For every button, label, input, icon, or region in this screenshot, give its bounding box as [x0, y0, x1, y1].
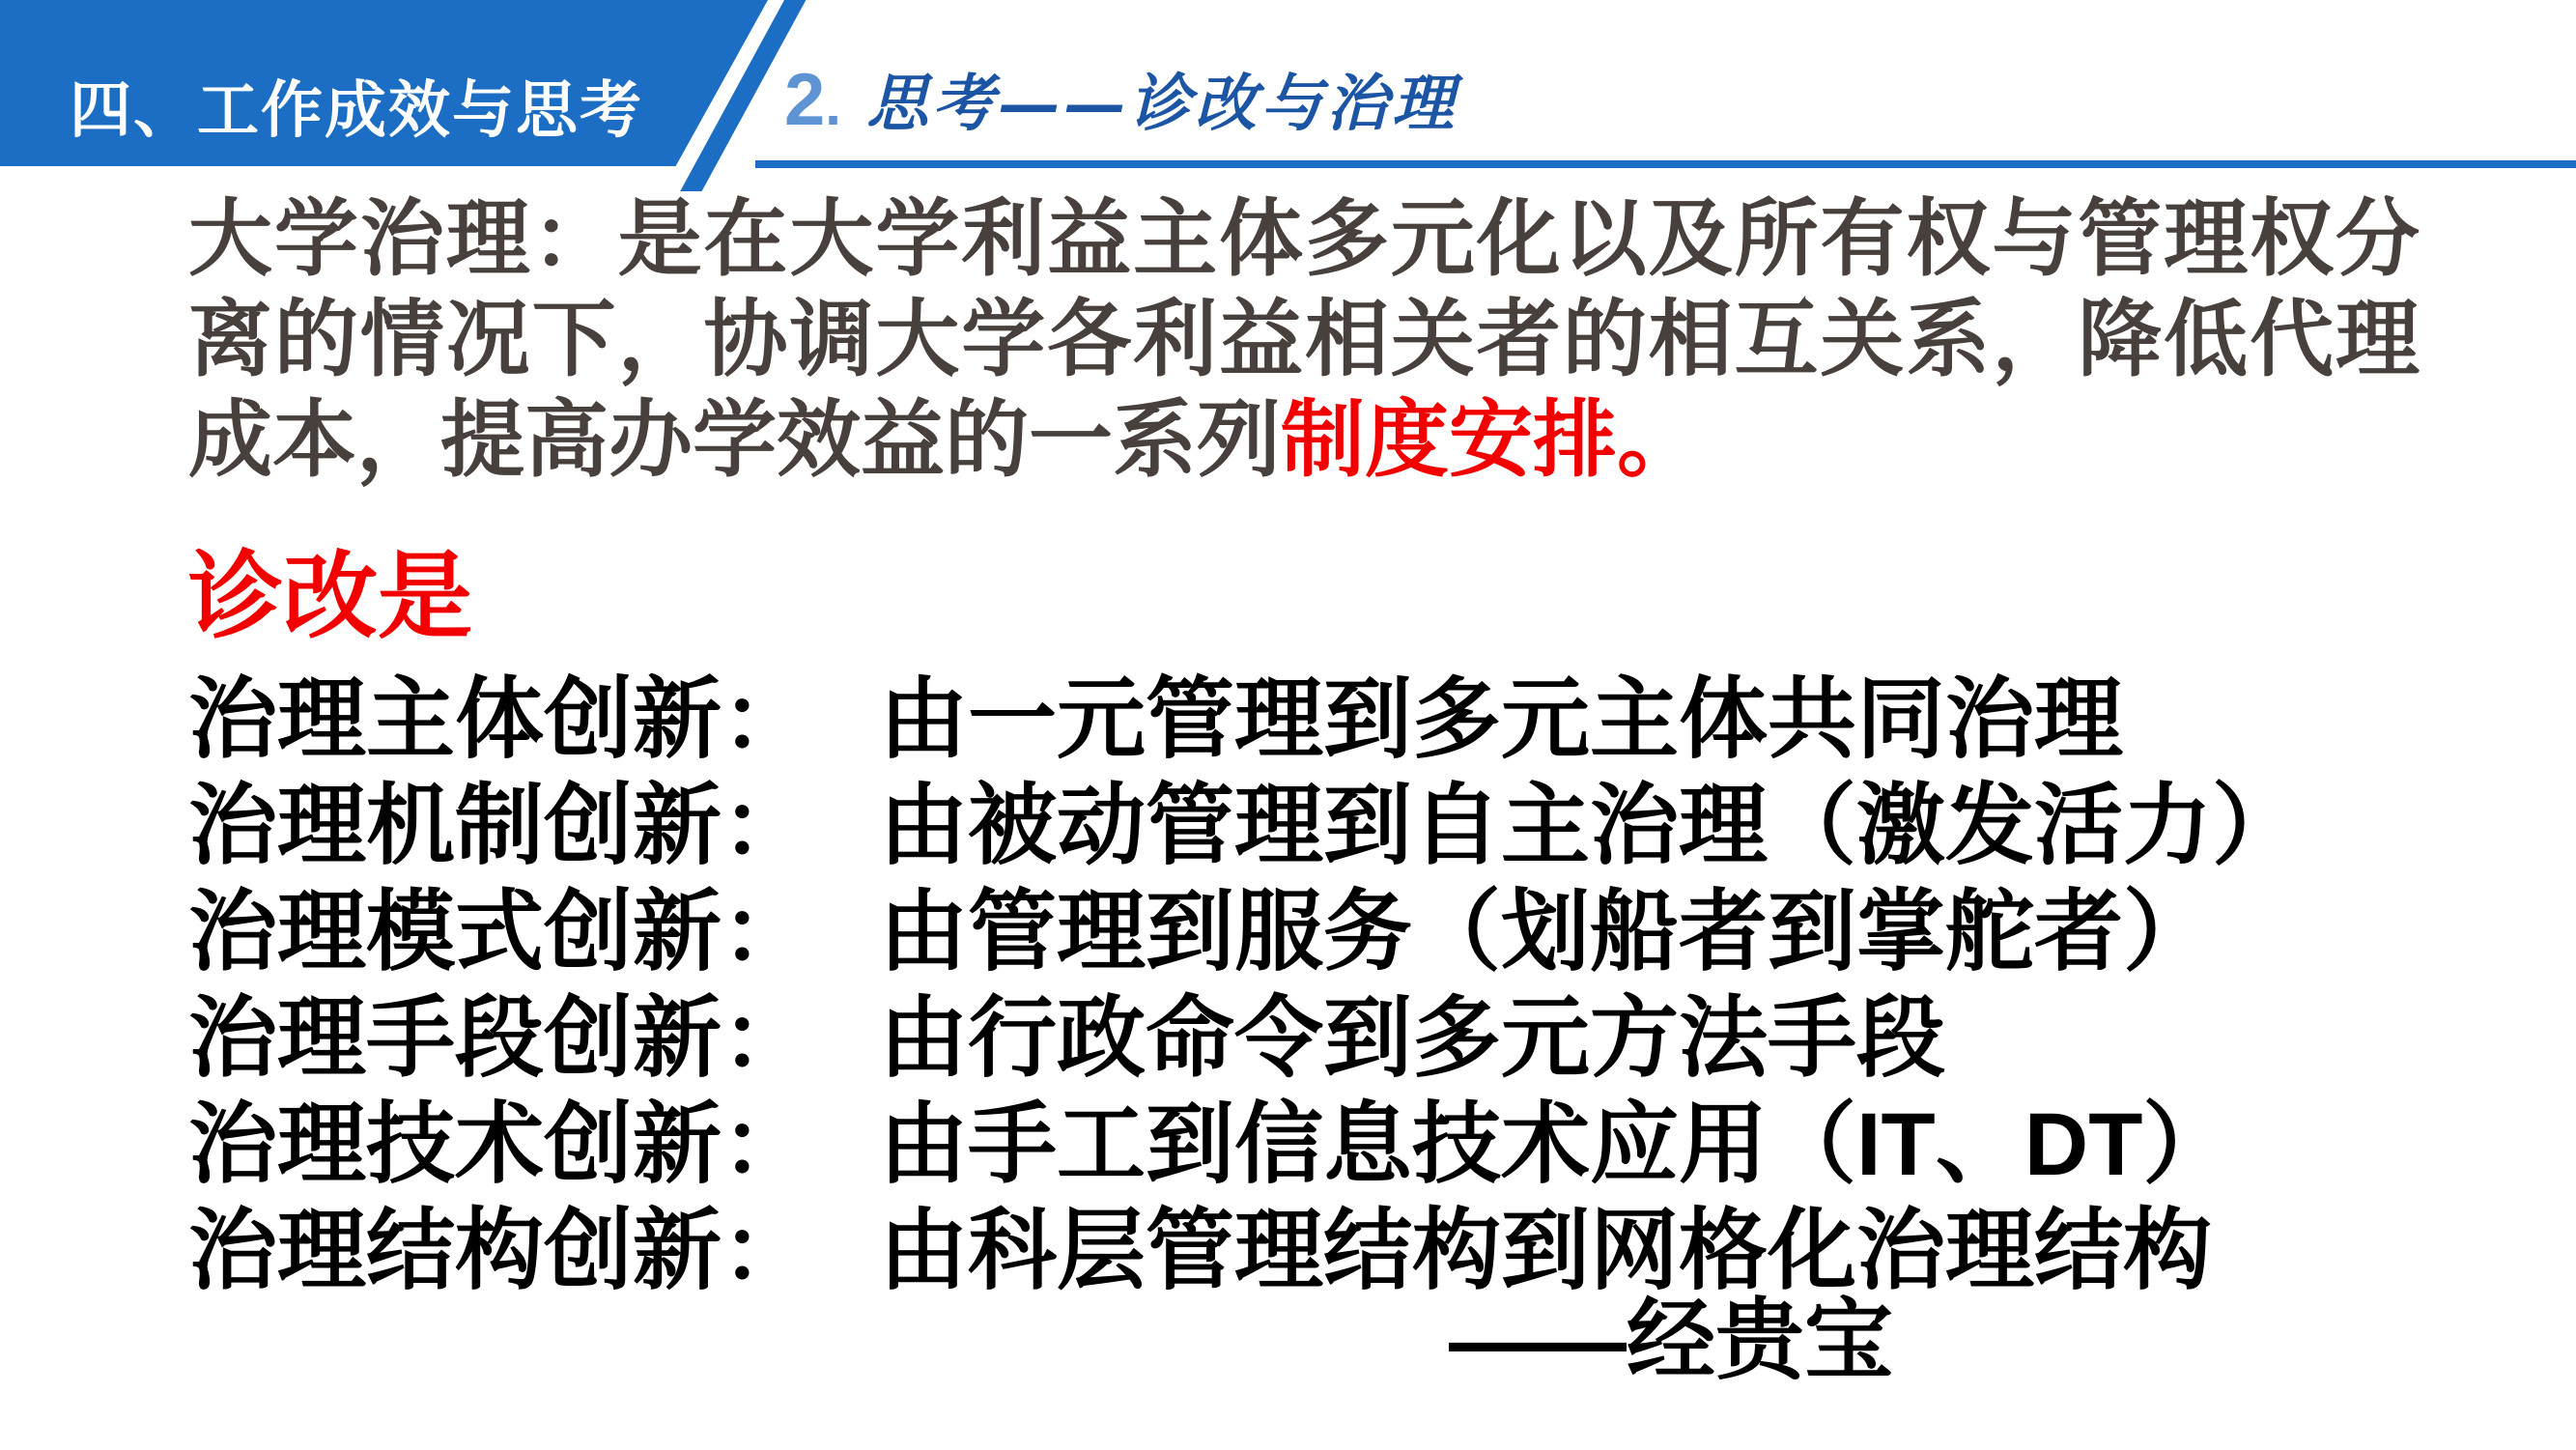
list-item — [188, 773, 2506, 879]
item-content: 由被动管理到自主治理（激发活力） — [879, 777, 2302, 875]
definition-text: 大学治理：是在大学利益主体多元化以及所有权与管理权分离的情况下，协调大学各利益相关者的相互关系，降低代理成本，提高办学效益的一系列 — [188, 192, 2420, 487]
list-item — [188, 1198, 2506, 1304]
item-label: 治理手段创新： — [188, 989, 811, 1088]
definition-highlight: 制度安排。 — [1281, 393, 1701, 487]
definition-paragraph — [188, 189, 2420, 491]
subtitle-text: 思考——诊改与治理 — [865, 68, 1458, 140]
diagnosis-heading: 诊改是 — [188, 543, 473, 649]
section-title: 四、工作成效与思考 — [70, 75, 643, 145]
subtitle-dot: . — [825, 72, 841, 137]
item-label: 治理主体创新： — [188, 670, 811, 769]
item-content: 由管理到服务（划船者到掌舵者） — [879, 883, 2213, 981]
list-item — [188, 1092, 2506, 1198]
subtitle-number: 2 — [784, 59, 826, 141]
item-content: 由行政命令到多元方法手段 — [879, 989, 1946, 1088]
item-label: 治理模式创新： — [188, 883, 811, 981]
header-rule — [755, 160, 2576, 168]
item-content: 由科层管理结构到网格化治理结构 — [879, 1202, 2213, 1300]
list-item — [188, 879, 2506, 985]
list-item — [188, 667, 2506, 773]
item-label: 治理结构创新： — [188, 1202, 811, 1300]
item-label: 治理机制创新： — [188, 777, 811, 875]
item-content: 由一元管理到多元主体共同治理 — [879, 670, 2124, 769]
item-content: 由手工到信息技术应用（IT、DT） — [879, 1095, 2232, 1194]
item-label: 治理技术创新： — [188, 1095, 811, 1194]
diagnosis-list — [188, 667, 2506, 1304]
attribution: ——经贵宝 — [1449, 1292, 1894, 1390]
list-item — [188, 985, 2506, 1092]
slide-subtitle — [784, 59, 1458, 141]
